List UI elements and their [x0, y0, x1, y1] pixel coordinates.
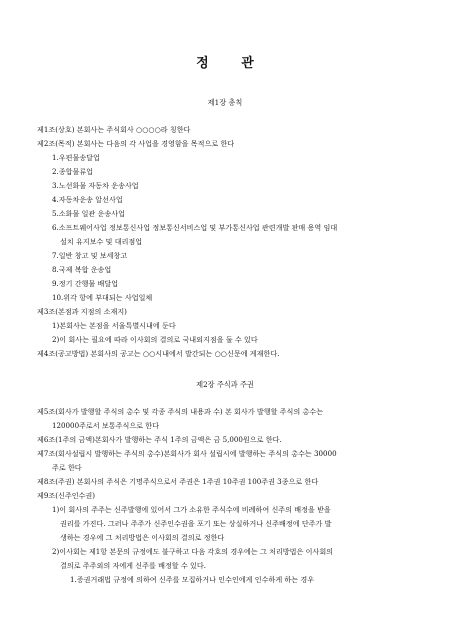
article-8: 제8조(주권) 본회사의 주식은 기명주식으로서 주권은 1주권 10주권 100주권 3종으로 한다	[37, 477, 319, 486]
article-5-continuation: 120000주로서 보통주식으로 한다	[52, 421, 159, 430]
purpose-item: 5.소화물 일관 운송사업	[52, 209, 125, 218]
chapter-2-heading: 제2장 주식과 주권	[196, 380, 254, 389]
article-3-item: 1)본회사는 본점을 서울특별시내에 둔다	[52, 321, 176, 330]
article-3: 제3조(본점과 지점의 소재지)	[37, 307, 127, 316]
purpose-item: 7.일반 창고 및 보세창고	[52, 251, 128, 260]
purpose-item: 4.자동차운송 알선사업	[52, 195, 123, 204]
article-7: 제7조(회사설립시 발행하는 주식의 총수)본회사가 회사 설립시에 발행하는 주식의 총수는 30000	[37, 449, 337, 458]
article-1: 제1조(상호) 본회사는 주식회사 ○○○○라 칭한다	[37, 125, 191, 134]
article-3-item: 2)이 회사는 필요에 따라 이사회의 결의로 국내외지점을 둘 수 있다	[52, 335, 258, 344]
purpose-item: 6.소프트웨어사업 정보통신사업 정보통신서비스업 및 부가통신사업 관련개발 판매 용역 임대	[52, 223, 338, 232]
article-2: 제2조(목적) 본회사는 다음의 각 사업을 경영함을 목적으로 한다	[37, 139, 235, 148]
article-9-paragraph-2: 2)이사회는 제1항 본문의 규정에도 불구하고 다음 각호의 경우에는 그 처리방법은 이사회의	[52, 547, 334, 556]
article-9: 제9조(신주인수권)	[37, 491, 96, 500]
purpose-item: 8.국제 복합 운송업	[52, 265, 112, 274]
article-9-paragraph-2-item: 1.증권거래법 규정에 의하여 신주를 모집하거나 인수인에게 인수하게 하는 경우	[70, 575, 315, 584]
chapter-1-heading: 제1장 총칙	[207, 98, 243, 107]
article-9-paragraph-1-continuation: 권리를 가진다. 그러나 주주가 신주인수권을 포기 또는 상실하거나 신주배정에 단주가 발	[60, 519, 332, 528]
article-4: 제4조(공고방법) 본회사의 공고는 ○○시내에서 발간되는 ○○신문에 게재한다.	[37, 349, 280, 358]
purpose-item-continuation: 설치 유지보수 및 대리점업	[60, 237, 143, 246]
document-title: 정 관	[196, 56, 268, 71]
article-5: 제5조(회사가 발행할 주식의 총수 및 각종 주식의 내용과 수) 본 회사가 발행할 주식의 총수는	[37, 407, 324, 416]
article-9-paragraph-1: 1)이 회사의 주주는 신주발행에 있어서 그가 소유한 주식수에 비례하여 신주의 배정을 받을	[52, 505, 331, 514]
purpose-item: 10.위각 항에 부대되는 사업일체	[52, 293, 153, 302]
article-6: 제6조(1주의 금액)본회사가 발행하는 주식 1주의 금액은 금 5,000원으로 한다.	[37, 435, 282, 444]
purpose-item: 9.정기 간행물 배달업	[52, 279, 119, 288]
purpose-item: 2.종합물류업	[52, 167, 94, 176]
purpose-item: 3.노선화물 자동차 운송사업	[52, 181, 139, 190]
purpose-item: 1.우편물송달업	[52, 153, 100, 162]
article-9-paragraph-2-continuation: 결의로 주주외의 자에게 신주를 배정할 수 있다.	[60, 561, 206, 570]
article-9-paragraph-1-continuation: 생하는 경우에 그 처리방법은 이사회의 결의로 정한다	[60, 533, 225, 542]
article-7-continuation: 주로 한다	[52, 463, 82, 472]
